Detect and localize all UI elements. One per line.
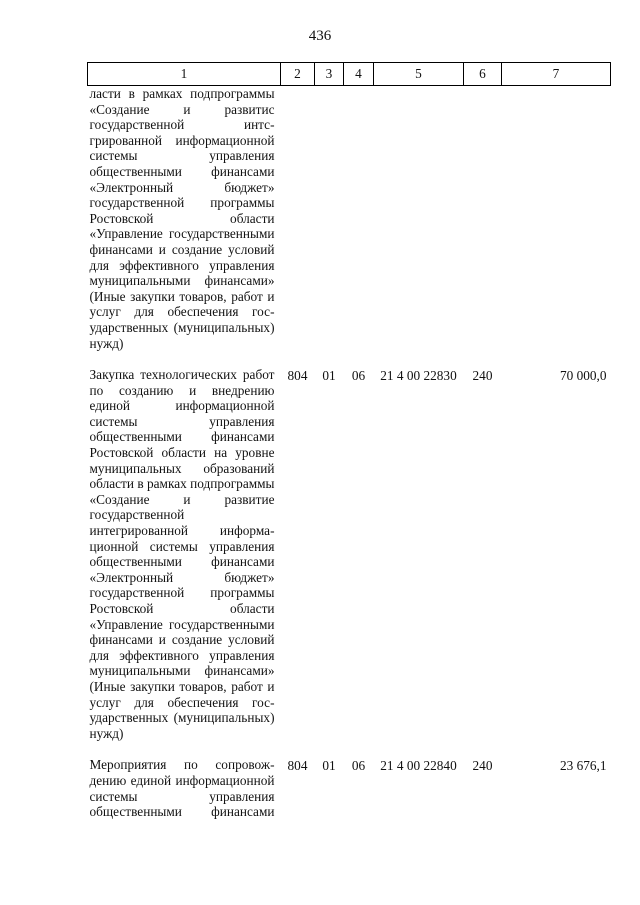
row-section-code: 01 (322, 758, 336, 774)
row-expense-type: 240 (472, 368, 493, 384)
column-header-4: 4 (344, 63, 374, 86)
row-section-code: 01 (322, 368, 336, 384)
row-description: Мероприятия по сопровождению единой информационной системы управления общественными финансами (89, 757, 275, 820)
row-amount: 23 676,1 (559, 758, 607, 774)
row-gap (88, 741, 611, 757)
row-subsection-code: 06 (351, 368, 366, 384)
row-section-code (315, 86, 344, 352)
table-header-row (88, 63, 611, 86)
row-subsection-code: 06 (351, 758, 366, 774)
row-target-article: 21 4 00 22830 (380, 368, 457, 384)
column-header-3: 3 (315, 63, 344, 86)
row-expense-type (464, 86, 502, 352)
row-target-article (374, 86, 464, 352)
row-description: ласти в рамках подпрограммы «Создание и развитис государственной интсгрированной информационной системы управления общественными финансами «Электронный бюджет» государственной программы Ростовской области «Управление государственными финансами и создание условий для эффективного управления муниципальными финансами» (Иные закупки товаров, работ и услуг для обеспечения государственных (муниципальных) нужд) (89, 86, 275, 351)
column-header-5: 5 (374, 63, 464, 86)
row-ministry-code: 804 (287, 368, 308, 384)
row-amount (502, 86, 611, 352)
row-ministry-code: 804 (287, 758, 308, 774)
row-subsection-code (344, 86, 374, 352)
budget-table (87, 62, 611, 820)
column-header-2: 2 (281, 63, 315, 86)
row-description: Закупка технологических работ по созданию и внедрению единой информационной системы управления общественными финансами Ростовской области на уровне муниципальных образований области в рамках подпрограммы «Создание и развитие государственной интегрированной информационной системы управления общественными финансами «Электронный бюджет» государственной программы Ростовской области «Управление государственными финансами и создание условий для эффективного управления муниципальными финансами» (Иные закупки товаров, работ и услуг для обеспечения государственных (муниципальных) нужд) (89, 367, 275, 741)
row-expense-type: 240 (472, 758, 493, 774)
table-row (88, 757, 611, 819)
column-header-6: 6 (464, 63, 502, 86)
row-ministry-code (281, 86, 315, 352)
table-row (88, 86, 611, 352)
page-number: 436 (308, 28, 332, 44)
table-row (88, 367, 611, 741)
row-gap (88, 351, 611, 367)
column-header-7: 7 (502, 63, 611, 86)
row-target-article: 21 4 00 22840 (380, 758, 457, 774)
column-header-1: 1 (88, 63, 281, 86)
row-amount: 70 000,0 (559, 368, 607, 384)
